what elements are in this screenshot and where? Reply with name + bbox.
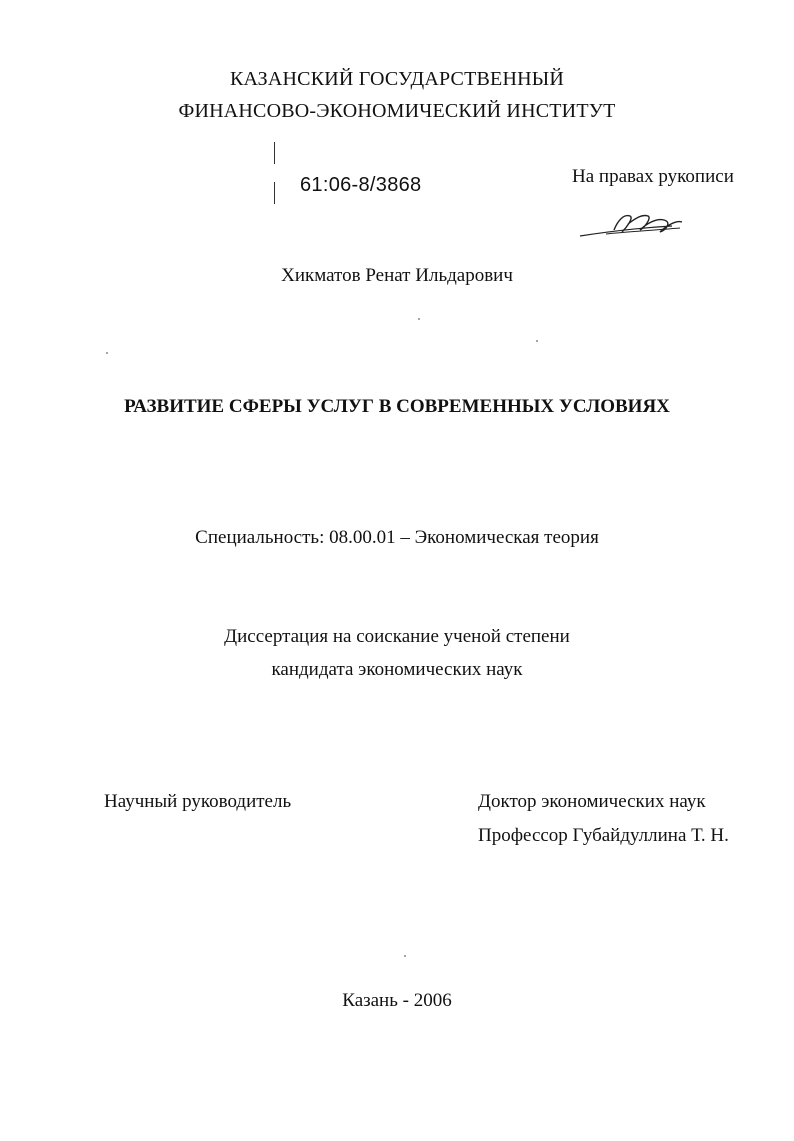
dissertation-title: РАЗВИТИЕ СФЕРЫ УСЛУГ В СОВРЕМЕННЫХ УСЛОВИЯХ xyxy=(124,396,670,417)
institute-name-line1: КАЗАНСКИЙ ГОСУДАРСТВЕННЫЙ xyxy=(229,68,565,90)
manuscript-rights-note: На правах рукописи xyxy=(572,166,734,187)
author-name: Хикматов Ренат Ильдарович xyxy=(281,265,513,286)
scan-speck xyxy=(106,352,108,354)
supervisor-degree: Доктор экономических наук xyxy=(478,791,706,812)
stamp-bar-bottom xyxy=(274,182,275,204)
specialty: Специальность: 08.00.01 – Экономическая теория xyxy=(195,527,599,548)
scan-speck xyxy=(404,955,406,957)
supervisor-label: Научный руководитель xyxy=(104,791,292,812)
library-stamp-number: 61:06-8/3868 xyxy=(300,174,422,196)
city-year: Казань - 2006 xyxy=(342,990,452,1011)
degree-line2: кандидата экономических наук xyxy=(271,659,523,680)
handwritten-signature xyxy=(576,206,686,242)
institute-name-line2: ФИНАНСОВО-ЭКОНОМИЧЕСКИЙ ИНСТИТУТ xyxy=(178,100,616,122)
degree-line1: Диссертация на соискание ученой степени xyxy=(224,626,570,647)
stamp-bar-top xyxy=(274,142,275,164)
scan-speck xyxy=(418,318,420,320)
supervisor-name: Профессор Губайдуллина Т. Н. xyxy=(478,825,729,846)
scan-speck xyxy=(536,340,538,342)
